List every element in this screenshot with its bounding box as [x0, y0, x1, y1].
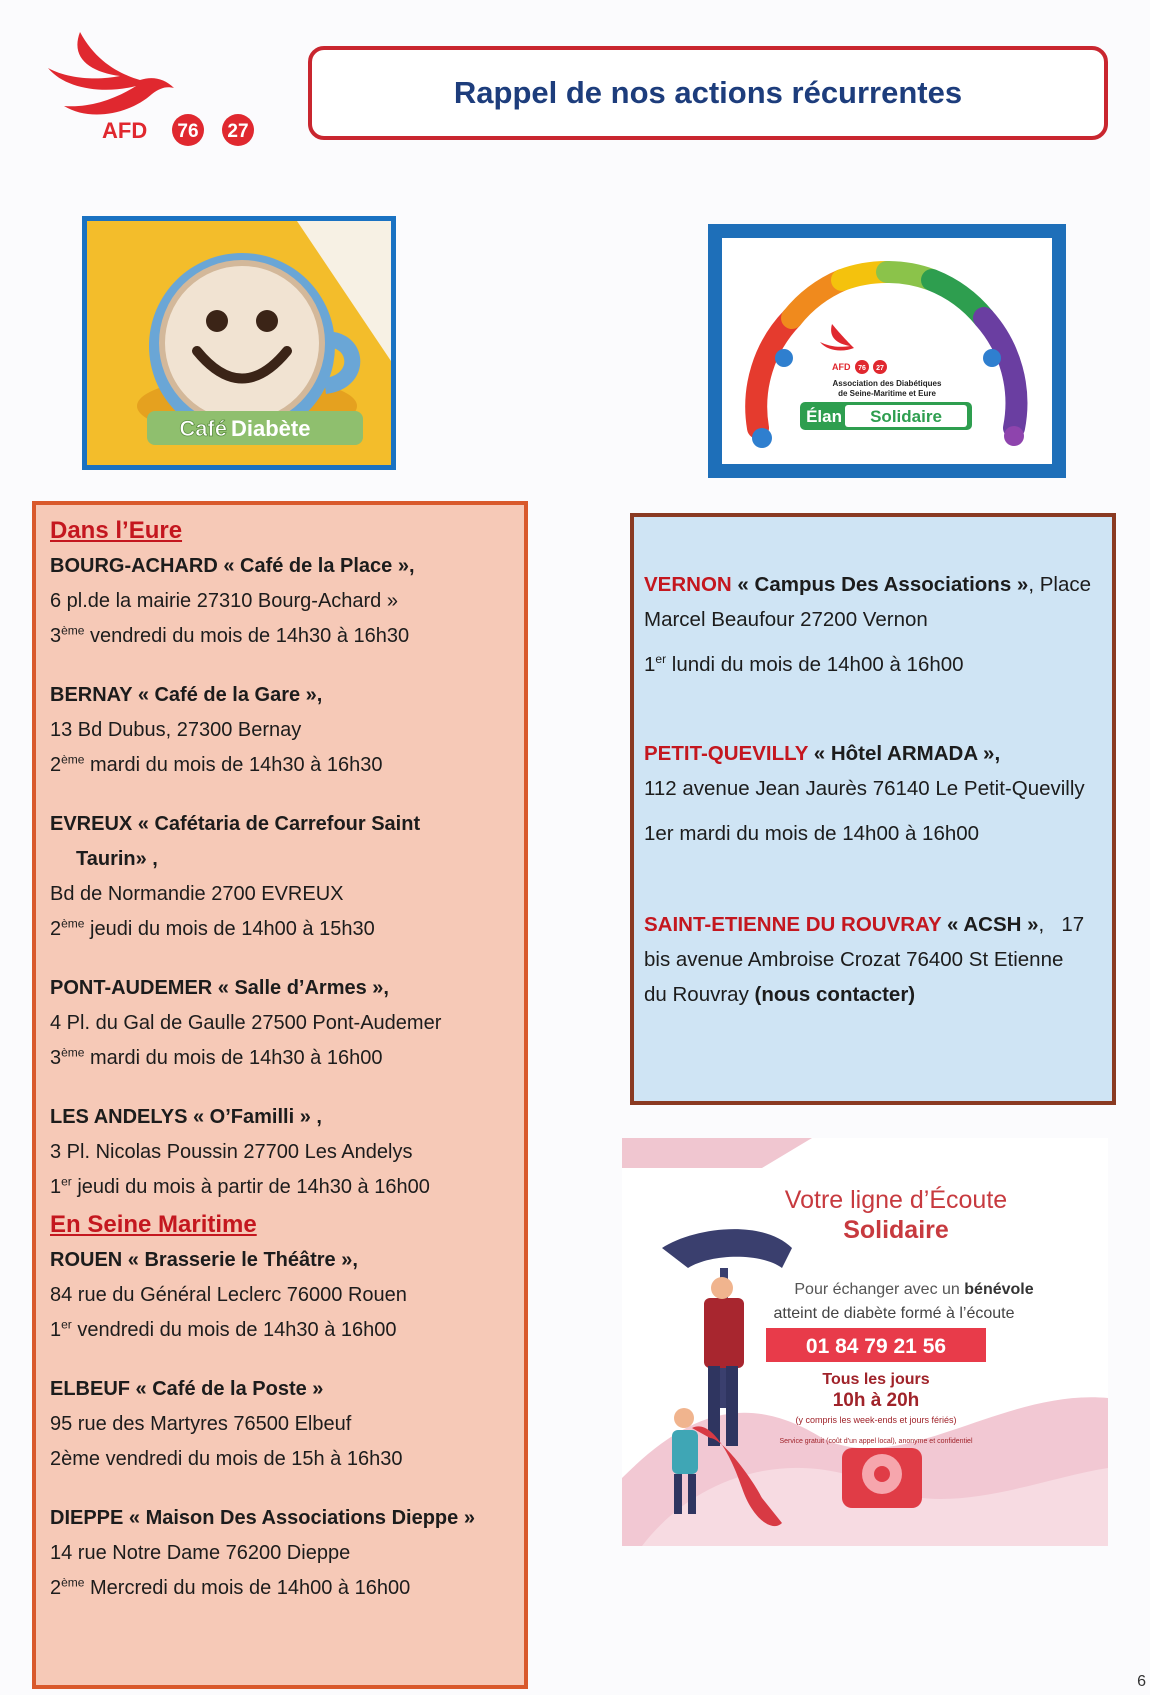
location-schedule: 1er mardi du mois de 14h00 à 16h00: [644, 822, 980, 845]
location-address: 84 rue du Général Leclerc 76000 Rouen: [50, 1284, 407, 1306]
location-schedule: [50, 1313, 510, 1348]
location-address: 95 rue des Martyres 76500 Elbeuf: [50, 1413, 352, 1435]
location-les-andelys: [50, 1100, 510, 1205]
elan-badge-27: 27: [876, 365, 884, 372]
ordinal: 2: [50, 918, 62, 940]
location-address: 14 rue Notre Dame 76200 Dieppe: [50, 1542, 351, 1564]
location-address: 3 Pl. Nicolas Poussin 27700 Les Andelys: [50, 1141, 413, 1163]
subtitle-part: Pour échanger avec un: [794, 1281, 965, 1298]
subtitle-bold: bénévole: [964, 1281, 1034, 1298]
city-name: VERNON: [644, 573, 732, 596]
cafe-diabete-image: [82, 216, 396, 470]
address-end: [644, 977, 1102, 1012]
ecoute-subtitle-1: [794, 1281, 1033, 1298]
location-name: PONT-AUDEMER « Salle d’Armes »,: [50, 977, 389, 999]
location-schedule: [50, 1041, 510, 1076]
ecoute-hours: 10h à 20h: [832, 1390, 920, 1411]
location-name: ROUEN « Brasserie le Théâtre »,: [50, 1249, 358, 1271]
page-title: Rappel de nos actions récurrentes: [453, 75, 963, 110]
location-bernay: [50, 678, 510, 783]
location-name: BOURG-ACHARD « Café de la Place »,: [50, 555, 415, 577]
schedule-text: Mercredi du mois de 14h00 à 16h00: [84, 1577, 411, 1599]
location-address: 6 pl.de la mairie 27310 Bourg-Achard »: [50, 590, 398, 612]
location-name: EVREUX « Cafétaria de Carrefour Saint: [50, 813, 421, 835]
ordinal: 3: [50, 625, 62, 647]
location-petit-quevilly: [644, 736, 1102, 851]
location-schedule: [50, 619, 510, 654]
ordinal-suffix: er: [61, 1317, 72, 1332]
saint-etienne-heading: [644, 907, 1102, 942]
location-rouen: [50, 1243, 510, 1348]
city-name: PETIT-QUEVILLY: [644, 742, 809, 765]
afd-logo: [40, 28, 270, 158]
ecoute-note: (y compris les week-ends et jours fériés): [795, 1415, 957, 1425]
location-name-continued: Taurin» ,: [76, 848, 158, 870]
contact-note: (nous contacter): [754, 983, 916, 1006]
ecoute-solidaire-ad: [622, 1138, 1108, 1546]
location-schedule: [50, 1170, 510, 1205]
ordinal-suffix: ème: [61, 623, 85, 638]
elan-badge-76: 76: [858, 365, 866, 372]
venue-name: « Campus Des Associations »: [731, 573, 1029, 596]
location-schedule: [50, 912, 510, 947]
address-part: , Place: [1028, 573, 1091, 596]
ecoute-subtitle-2: atteint de diabète formé à l’écoute: [773, 1305, 1015, 1322]
elan-label-2: Solidaire: [870, 407, 942, 426]
schedule-text: mardi du mois de 14h30 à 16h30: [84, 754, 383, 776]
vernon-heading: [644, 567, 1102, 602]
ordinal: 1: [644, 653, 656, 676]
schedule-text: vendredi du mois de 14h30 à 16h00: [71, 1319, 397, 1341]
location-pont-audemer: [50, 971, 510, 1076]
schedule-text: mardi du mois de 14h30 à 16h00: [84, 1047, 383, 1069]
address-part: du Rouvray: [644, 983, 755, 1006]
elan-label-1: Élan: [806, 407, 842, 426]
right-locations-panel: [630, 513, 1116, 1105]
location-vernon: [644, 567, 1102, 682]
schedule-text: lundi du mois de 14h00 à 16h00: [666, 653, 964, 676]
section-seine-maritime: En Seine Maritime: [50, 1211, 257, 1238]
schedule-text: vendredi du mois de 14h30 à 16h30: [84, 625, 410, 647]
badge-76: 76: [177, 121, 199, 142]
location-schedule: [50, 1571, 510, 1606]
location-address: bis avenue Ambroise Crozat 76400 St Etienne: [644, 948, 1064, 971]
petit-quevilly-heading: [644, 736, 1102, 771]
location-address: Marcel Beaufour 27200 Vernon: [644, 608, 928, 631]
ecoute-phone-number: 01 84 79 21 56: [805, 1335, 947, 1358]
ecoute-title-2: Solidaire: [843, 1216, 949, 1244]
page-number: 6: [1137, 1673, 1146, 1690]
location-address: 13 Bd Dubus, 27300 Bernay: [50, 719, 302, 741]
ordinal: 2: [50, 754, 62, 776]
location-elbeuf: [50, 1372, 510, 1477]
schedule-text: jeudi du mois de 14h00 à 15h30: [84, 918, 375, 940]
section-eure: Dans l’Eure: [50, 517, 183, 544]
schedule-text: jeudi du mois à partir de 14h30 à 16h00: [71, 1176, 430, 1198]
location-saint-etienne: [644, 907, 1102, 1012]
ordinal-suffix: er: [61, 1174, 72, 1189]
location-schedule: [50, 748, 510, 783]
cafe-label-2: Diabète: [231, 416, 311, 441]
title-box: [308, 46, 1108, 140]
cafe-label-1: Café: [179, 416, 227, 441]
elan-logo-text: AFD: [832, 362, 851, 372]
left-locations-panel: [32, 501, 528, 1689]
ordinal-suffix: ème: [61, 1045, 85, 1060]
location-schedule: [644, 647, 1102, 682]
location-dieppe: [50, 1501, 510, 1606]
location-evreux: [50, 807, 510, 947]
city-name: SAINT-ETIENNE DU ROUVRAY: [644, 913, 942, 936]
location-address: 112 avenue Jean Jaurès 76140 Le Petit-Quevilly: [644, 777, 1085, 800]
ecoute-title-1: Votre ligne d’Écoute: [784, 1186, 1008, 1214]
elan-org-line2: de Seine-Maritime et Eure: [838, 389, 936, 398]
venue-name: « ACSH »: [941, 913, 1039, 936]
location-bourg-achard: [50, 549, 510, 654]
ecoute-small-print: Service gratuit (coût d’un appel local), anonyme et confidentiel: [779, 1438, 973, 1445]
elan-org-line1: Association des Diabétiques: [832, 379, 942, 388]
ecoute-days: Tous les jours: [822, 1371, 930, 1388]
ordinal: 1: [50, 1319, 62, 1341]
location-address: 4 Pl. du Gal de Gaulle 27500 Pont-Audemer: [50, 1012, 442, 1034]
ordinal-suffix: ème: [61, 1575, 85, 1590]
address-part: , 17: [1038, 913, 1085, 936]
ordinal-suffix: ème: [61, 752, 85, 767]
ordinal: 2: [50, 1577, 62, 1599]
ordinal-suffix: er: [655, 652, 667, 667]
logo-text: AFD: [102, 118, 148, 143]
location-schedule: 2ème vendredi du mois de 15h à 16h30: [50, 1448, 403, 1470]
ordinal: 1: [50, 1176, 62, 1198]
location-name: BERNAY « Café de la Gare »,: [50, 684, 323, 706]
ordinal: 3: [50, 1047, 62, 1069]
location-address: Bd de Normandie 2700 EVREUX: [50, 883, 344, 905]
location-name: DIEPPE « Maison Des Associations Dieppe »: [50, 1507, 475, 1529]
location-name: LES ANDELYS « O’Familli » ,: [50, 1106, 322, 1128]
venue-name: « Hôtel ARMADA »,: [808, 742, 1001, 765]
location-name: ELBEUF « Café de la Poste »: [50, 1378, 324, 1400]
elan-solidaire-image: [708, 224, 1066, 478]
ordinal-suffix: ème: [61, 916, 85, 931]
badge-27: 27: [227, 121, 249, 142]
